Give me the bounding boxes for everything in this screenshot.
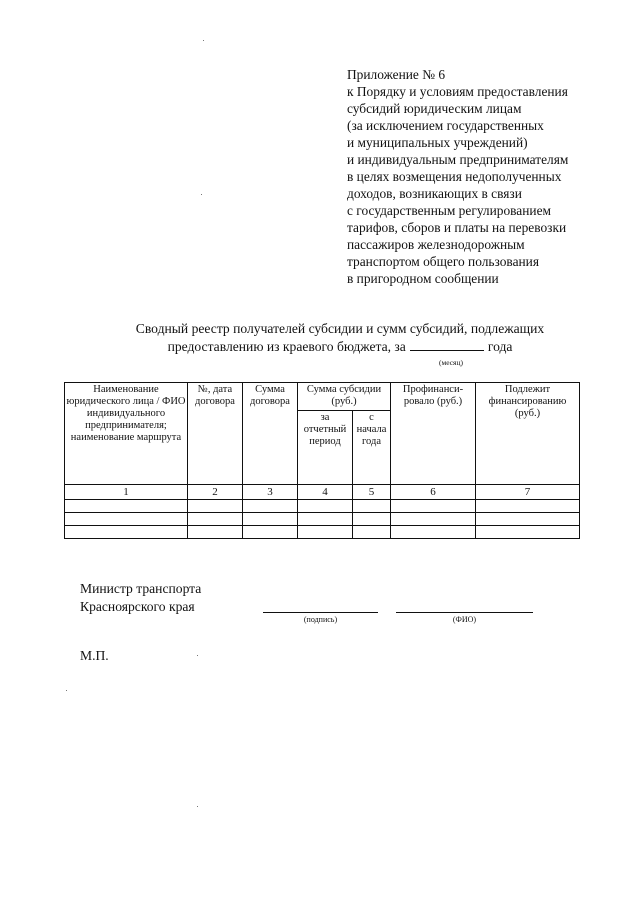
table-cell (476, 526, 580, 539)
table-cell (391, 513, 476, 526)
column-number: 3 (243, 485, 298, 500)
table-cell (188, 526, 243, 539)
column-number: 7 (476, 485, 580, 500)
table-cell (65, 500, 188, 513)
table-row (65, 513, 580, 526)
appendix-line: к Порядку и условиям предоставления (347, 84, 568, 99)
table-cell (188, 500, 243, 513)
table-cell (65, 513, 188, 526)
appendix-line: субсидий юридическим лицам (347, 101, 522, 116)
appendix-line: тарифов, сборов и платы на перевозки (347, 220, 567, 235)
table-cell (298, 526, 353, 539)
table-row (65, 500, 580, 513)
scan-speck (201, 194, 202, 195)
header-name: Наименование юридического лица / ФИО индивидуального предпринимателя; наименование маршрута (65, 383, 188, 485)
header-financed: Профинанси-ровало (руб.) (391, 383, 476, 485)
table-cell (391, 500, 476, 513)
table-cell (243, 513, 298, 526)
scan-speck (197, 806, 198, 807)
signature-line (263, 611, 378, 613)
appendix-line: и муниципальных учреждений) (347, 135, 528, 150)
month-caption: (месяц) (438, 358, 464, 367)
table-cell (243, 526, 298, 539)
month-blank-field (410, 338, 484, 351)
signatory-position-line-1: Министр транспорта (80, 581, 202, 596)
stamp-place: М.П. (80, 648, 109, 663)
title-line-2-end: года (487, 339, 513, 354)
signature-caption: (подпись) (303, 615, 338, 624)
title-line-2-start: предоставлению из краевого бюджета, за (167, 339, 406, 354)
appendix-line: в пригородном сообщении (347, 271, 499, 286)
appendix-line: в целях возмещения недополученных (347, 169, 562, 184)
title-line-2 (80, 338, 600, 356)
signatory-position (80, 580, 201, 616)
header-since-year-start: с начала года (353, 411, 391, 485)
signatory-position-line-2: Красноярского края (80, 599, 195, 614)
registry-table (64, 382, 580, 539)
table-cell (353, 526, 391, 539)
header-subsidy-sum: Сумма субсидии (руб.) (298, 383, 391, 411)
column-number: 6 (391, 485, 476, 500)
appendix-header (347, 66, 632, 287)
scan-speck (203, 40, 204, 41)
table-cell (298, 500, 353, 513)
header-contract-no: №, дата договора (188, 383, 243, 485)
scan-speck (66, 690, 67, 691)
table-cell (476, 500, 580, 513)
appendix-line: и индивидуальным предпринимателям (347, 152, 569, 167)
name-line (396, 611, 533, 613)
table-cell (65, 526, 188, 539)
appendix-line: пассажиров железнодорожным (347, 237, 525, 252)
table-row (65, 526, 580, 539)
table-cell (188, 513, 243, 526)
column-number: 1 (65, 485, 188, 500)
name-caption: (ФИО) (452, 615, 477, 624)
column-number: 4 (298, 485, 353, 500)
appendix-line: транспортом общего пользования (347, 254, 540, 269)
appendix-line: доходов, возникающих в связи (347, 186, 522, 201)
table-cell (298, 513, 353, 526)
appendix-line: Приложение № 6 (347, 67, 446, 82)
title-line-1: Сводный реестр получателей субсидии и сумм субсидий, подлежащих (135, 321, 545, 336)
header-contract-sum: Сумма договора (243, 383, 298, 485)
table-cell (391, 526, 476, 539)
appendix-line: с государственным регулированием (347, 203, 551, 218)
table-cell (243, 500, 298, 513)
header-reporting-period: за отчетный период (298, 411, 353, 485)
scan-speck (197, 655, 198, 656)
header-to-finance: Подлежит финансированию (руб.) (476, 383, 580, 485)
document-title (80, 320, 600, 356)
table-cell (476, 513, 580, 526)
column-number: 5 (353, 485, 391, 500)
column-number: 2 (188, 485, 243, 500)
appendix-line: (за исключением государственных (347, 118, 544, 133)
table-cell (353, 500, 391, 513)
table-cell (353, 513, 391, 526)
